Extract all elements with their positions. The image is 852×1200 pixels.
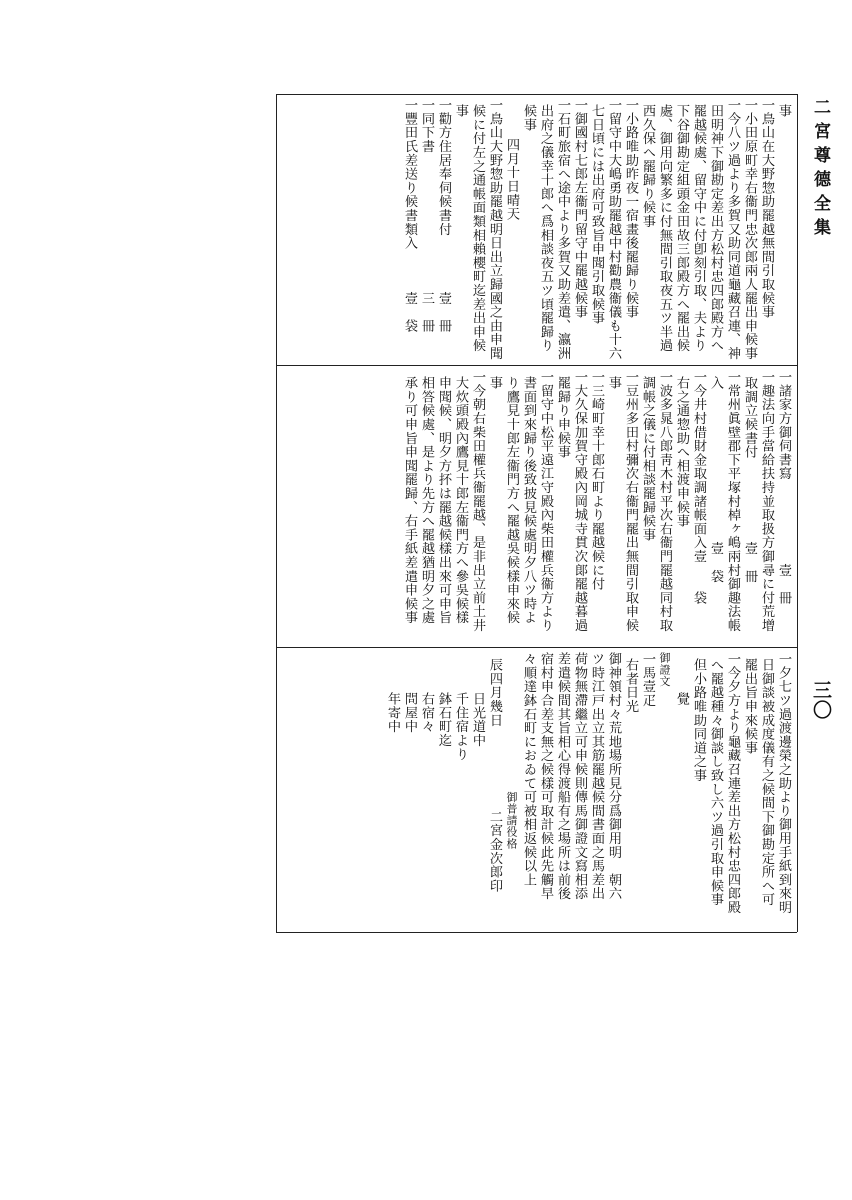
middle-tier [278, 370, 792, 642]
text-line: 一鳥山大野惣助罷越明日出立歸國之由申聞 [487, 98, 502, 360]
text-line: 但小路唯助同道之事 [691, 658, 706, 783]
text-line: 下谷御勘定組頭金田故三郎殿方へ罷出候 [674, 104, 689, 353]
text-line: 差遣候間其旨相心得渡船有之場所は前後 [555, 652, 570, 901]
text-line: 一小田原町幸右衞門忠次郎兩人罷出申候事 [742, 98, 757, 360]
tier-divider-upper [276, 365, 797, 366]
text-line: 調帳之儀に付相談罷歸候事 [640, 376, 655, 542]
text-line: 日光道中 [470, 692, 485, 748]
text-line: 一大久保加賀守殿內岡城寺貫次郞罷越暮過 [572, 370, 587, 633]
upper-tier [278, 98, 792, 360]
text-line: 一今朝右柴田權兵衞罷越、是非出立前土井 [470, 370, 485, 633]
text-line: 一夕七ツ過渡邊榮之助より御用手紙到來明 [776, 652, 791, 915]
text-line: 一豆州多田村彌次右衞門罷出無間引取申候 [623, 370, 638, 633]
book-title: 二宮尊德全集 [810, 98, 830, 242]
text-line: 入 壹 袋 [708, 376, 723, 583]
text-line: 荷物無滯繼立可申候則傳馬御證文寫相添 [572, 652, 587, 901]
text-line: 宿村申合差支無之候樣可取計候此先觸早 [538, 652, 553, 901]
text-line: 取調立候書付 壹 冊 [742, 376, 757, 583]
text-line: 一鳥山在大野惣助罷越無間引取候事 [759, 98, 774, 319]
text-line: 事 [606, 376, 621, 390]
text-line: 一豐田氏差送り候書類入 壹 袋 [402, 98, 417, 333]
text-line: 田明神下御勘定差出方松村忠四郎殿方へ [708, 104, 723, 353]
frame-bottom-rule [276, 932, 797, 933]
text-line: 一今夕方より龜藏召連差出方松村忠四郎殿 [725, 652, 740, 915]
text-line: 罷歸り申候事 [555, 376, 570, 459]
text-line: 一諸家方御伺書寫 壹 冊 [776, 370, 791, 605]
text-line: 問屋中 [402, 692, 417, 734]
text-line: 罷越候處、留守中に付卽刻引取、夫より [691, 104, 706, 353]
text-line: 出府之儀幸十郎へ爲相談夜五ツ頃罷歸り [538, 104, 553, 353]
text-line: 千住宿より [453, 692, 468, 761]
text-line: 一小路唯助昨夜一宿畫後罷歸り候事 [623, 98, 638, 319]
page-number: 三〇 [810, 680, 832, 720]
text-line: 事 [776, 104, 791, 118]
text-line: 西久保へ罷歸り候事 [640, 104, 655, 229]
text-line: 鉢石町迄 [436, 692, 451, 748]
text-line: へ罷越種々御談し致し六ツ過引取申候事 [708, 658, 723, 907]
text-line: 一御國村七郎左衞門留守中罷越候事 [572, 98, 587, 319]
text-line: 事 [487, 376, 502, 390]
tier-divider-lower [276, 647, 797, 648]
text-line: 大炊頭殿內鷹見十郎左衞門方へ參吳候樣 [453, 376, 468, 625]
text-line: 事 [453, 104, 468, 118]
text-line: 辰四月幾日 二宮金次郎印 [487, 658, 502, 893]
text-line: 四月十日晴天 [504, 138, 519, 221]
text-line: 一常州眞壁郡下平塚村棹ヶ嶋兩村御趣法帳 [725, 370, 740, 633]
text-line: 一波多晁八郎靑木村平次右衞門罷越同村取 [657, 370, 672, 633]
frame-top-rule [276, 94, 797, 95]
text-line: 罷出旨申來候事 [742, 658, 757, 755]
text-line: 處、御用向繁多に付無間引取夜五ツ半過 [657, 104, 672, 353]
text-line: り鷹見十郎左衞門方へ罷越吳候樣申來候 [504, 376, 519, 625]
text-line: 承り可申旨申聞罷歸、右手紙差遣申候事 [402, 376, 417, 625]
text-line: 右宿々 [419, 692, 434, 734]
text-line: 日御談被成度儀有之候間下御勘定所へ可 [759, 658, 774, 907]
text-line: 右之通惣助へ相渡申候事 [674, 376, 689, 528]
text-line: 候に付左之通帳面類相賴櫻町迄差出申候 [470, 104, 485, 353]
upper-tier-text [278, 98, 792, 360]
text-line: 御證文 [658, 652, 671, 687]
text-line: 一勸方住居奉伺候書付 壹 冊 [436, 98, 451, 333]
text-line: 御普請役格 [505, 652, 518, 850]
text-line: 覺 [674, 692, 689, 706]
text-line: 年寄中 [385, 692, 400, 734]
text-line: 一三崎町幸十郎石町より罷越候に付 [589, 370, 604, 591]
lower-tier-text [278, 652, 792, 928]
text-line: ツ時江戸出立其筋罷越候間書面之馬差出 [589, 652, 604, 901]
lower-tier [278, 652, 792, 928]
text-line: 一留守中松平遠江守殿內柴田權兵衞方より [538, 370, 553, 633]
middle-tier-text [278, 370, 792, 642]
text-line: 一同下書 三 冊 [419, 98, 434, 333]
text-line: 一今井村借財金取調諸帳面入壹 袋 [691, 370, 706, 605]
text-line: 々順達鉢石町におゐて可被相返候以上 [521, 652, 536, 887]
text-line: 相答候處、是より先方へ罷越猶明夕之處 [419, 376, 434, 625]
text-line: 七日頃には出府可致旨申聞引取候事 [589, 104, 604, 325]
text-line: 右者日光 [623, 658, 638, 714]
text-line: 御神領村々荒地場所見分爲御用明 朝六 [606, 652, 621, 901]
text-line: 一馬壹疋 [640, 652, 655, 708]
text-line: 一留守中大嶋勇助罷越中村勸農衞儀も十六 [606, 98, 621, 360]
text-line: 申聞候、明夕方抔は罷越候樣出來可申旨 [436, 376, 451, 625]
text-line: 書面到來歸り後致披見候處明夕八ツ時よ [521, 376, 536, 625]
text-line: 一石町旅宿へ途中より多賀又助差遣、瀛洲 [555, 98, 570, 360]
text-line: 一趣法向手當給扶持並取扱方御尋に付荒增 [759, 370, 774, 633]
text-line: 候事 [521, 104, 536, 132]
text-line: 一今八ツ過より多賀又助同道龜藏召連、神 [725, 98, 740, 360]
